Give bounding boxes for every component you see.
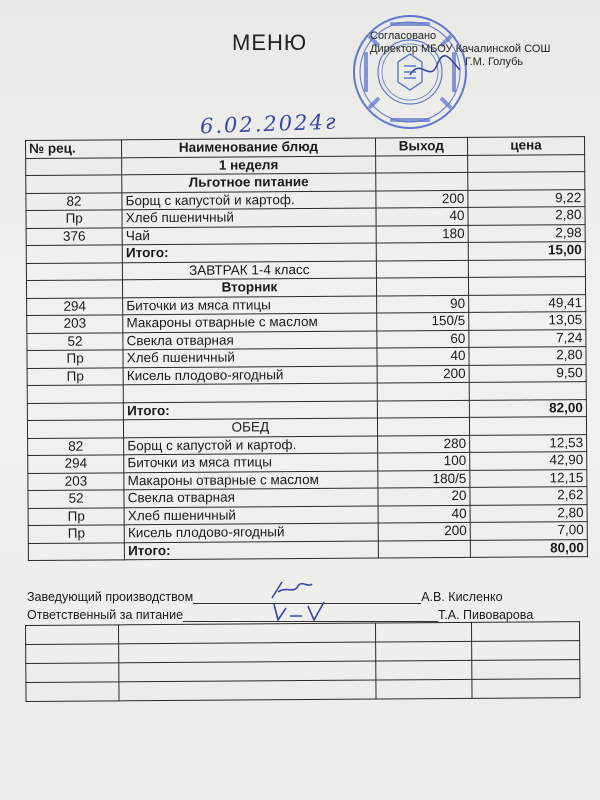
recipe-no-cell (27, 420, 123, 438)
price-cell (468, 277, 585, 295)
portion-cell: 200 (377, 365, 469, 383)
portion-cell (375, 172, 467, 190)
recipe-no-cell (27, 402, 123, 420)
dish-name-cell: Кисель плодово-ягодный (123, 366, 377, 385)
portion-cell (375, 155, 467, 173)
dish-name-cell (123, 383, 377, 402)
portion-cell: 180 (376, 225, 468, 243)
total-label-cell: Итого: (122, 243, 376, 262)
recipe-no-cell: 294 (27, 297, 123, 315)
price-cell (469, 382, 586, 400)
empty-grid-cell (118, 623, 375, 644)
recipe-no-cell (26, 175, 122, 193)
approval-director-name: Г.М. Голубь (465, 56, 524, 68)
director-signature (405, 55, 465, 85)
approval-label: Согласовано (370, 30, 437, 42)
recipe-no-cell: Пр (27, 367, 123, 385)
recipe-no-cell (26, 157, 122, 175)
dish-name-cell: Хлеб пшеничный (122, 208, 376, 227)
portion-cell: 180/5 (377, 470, 469, 488)
empty-grid-cell (471, 660, 580, 680)
total-price-cell: 82,00 (469, 399, 586, 417)
dish-name-cell: Борщ с капустой и картоф. (122, 191, 376, 210)
recipe-no-cell: 52 (28, 490, 124, 508)
empty-grid-cell (471, 622, 580, 642)
portion-cell (377, 417, 469, 435)
price-cell: 2,62 (470, 487, 587, 505)
col-header-portion: Выход (375, 137, 467, 155)
price-cell: 7,24 (469, 329, 586, 347)
portion-cell: 200 (378, 522, 470, 540)
section-heading-cell: Вторник (123, 278, 377, 297)
dish-name-cell: Кисель плодово-ягодный (124, 523, 378, 542)
price-cell: 7,00 (470, 522, 587, 540)
recipe-no-cell: 82 (28, 437, 124, 455)
empty-grid-cell (26, 682, 119, 702)
portion-cell: 200 (375, 190, 467, 208)
dish-name-cell: Макароны отварные с маслом (123, 313, 377, 332)
empty-grid-cell (119, 661, 376, 682)
page-title: МЕНЮ (232, 30, 308, 55)
portion-cell: 40 (377, 347, 469, 365)
responsible-name: Т.А. Пивоварова (438, 608, 534, 622)
recipe-no-cell (28, 542, 124, 560)
section-heading-cell: Льготное питание (122, 173, 376, 192)
col-header-dish-name: Наименование блюд (122, 138, 376, 157)
dish-name-cell: Биточки из мяса птицы (123, 296, 377, 315)
recipe-no-cell: 52 (27, 332, 123, 350)
empty-grid-cell (376, 660, 472, 680)
manager-label: Заведующий производством (27, 590, 194, 604)
empty-grid-cell (118, 642, 375, 663)
empty-grid-cell (375, 641, 471, 661)
recipe-no-cell: Пр (28, 507, 124, 525)
empty-grid-cell (26, 644, 119, 664)
manager-name: А.В. Кисленко (421, 590, 503, 604)
section-heading-cell: ОБЕД (124, 418, 378, 437)
recipe-no-cell: 376 (26, 227, 122, 245)
responsible-signature (268, 598, 328, 624)
recipe-no-cell: Пр (27, 350, 123, 368)
dish-name-cell: Свекла отварная (124, 488, 378, 507)
portion-cell: 280 (377, 435, 469, 453)
dish-name-cell: Свекла отварная (123, 331, 377, 350)
table-row (28, 539, 587, 560)
menu-table-body (26, 154, 588, 560)
col-header-price: цена (467, 137, 584, 155)
dish-name-cell: Хлеб пшеничный (124, 506, 378, 525)
empty-grid-cell (471, 679, 580, 699)
price-cell (468, 259, 585, 277)
price-cell: 2,80 (468, 207, 585, 225)
price-cell (469, 417, 586, 435)
recipe-no-cell (26, 262, 122, 280)
portion-cell (376, 242, 468, 260)
portion-cell (377, 400, 469, 418)
price-cell: 2,80 (469, 347, 586, 365)
footer-manager-row (27, 590, 503, 604)
recipe-no-cell (27, 385, 123, 403)
portion-cell: 40 (376, 207, 468, 225)
empty-grid-table (25, 621, 581, 702)
price-cell: 2,80 (470, 504, 587, 522)
empty-grid-cell (26, 663, 119, 683)
dish-name-cell: Чай (122, 226, 376, 245)
price-cell: 49,41 (469, 294, 586, 312)
recipe-no-cell: 294 (28, 455, 124, 473)
portion-cell (376, 260, 468, 278)
price-cell: 12,53 (470, 434, 587, 452)
dish-name-cell: Макароны отварные с маслом (124, 471, 378, 490)
price-cell: 9,50 (469, 364, 586, 382)
portion-cell: 100 (377, 452, 469, 470)
empty-grid-row (26, 679, 580, 702)
total-price-cell: 80,00 (470, 539, 587, 557)
empty-grid-cell (119, 680, 376, 701)
portion-cell (376, 277, 468, 295)
portion-cell: 20 (378, 487, 470, 505)
empty-grid-cell (375, 622, 471, 642)
price-cell: 42,90 (470, 452, 587, 470)
recipe-no-cell: Пр (28, 525, 124, 543)
price-cell (468, 172, 585, 190)
empty-grid-cell (376, 679, 472, 699)
section-heading-cell: ЗАВТРАК 1-4 класс (123, 261, 377, 280)
total-label-cell: Итого: (125, 541, 379, 560)
recipe-no-cell: 82 (26, 192, 122, 210)
portion-cell: 40 (378, 505, 470, 523)
recipe-no-cell: Пр (26, 210, 122, 228)
handwritten-date: 6.02.2024г (199, 109, 338, 139)
dish-name-cell: Биточки из мяса птицы (124, 453, 378, 472)
empty-grid-cell (26, 625, 119, 645)
dish-name-cell: Борщ с капустой и картоф. (124, 436, 378, 455)
approval-director: Директор МБОУ Качалинской СОШ (370, 43, 551, 55)
portion-cell (378, 540, 470, 558)
portion-cell: 60 (376, 330, 468, 348)
recipe-no-cell (26, 245, 122, 263)
section-heading-cell: 1 неделя (122, 156, 376, 175)
price-cell: 2,98 (468, 224, 585, 242)
price-cell (468, 154, 585, 172)
col-header-recipe-no: № рец. (26, 140, 122, 158)
empty-grid-body (26, 622, 581, 702)
price-cell: 13,05 (469, 312, 586, 330)
empty-grid-cell (471, 641, 580, 661)
menu-table (25, 136, 588, 561)
recipe-no-cell: 203 (28, 472, 124, 490)
total-price-cell: 15,00 (468, 242, 585, 260)
portion-cell: 90 (376, 295, 468, 313)
total-label-cell: Итого: (124, 401, 378, 420)
price-cell: 12,15 (470, 469, 587, 487)
price-cell: 9,22 (468, 189, 585, 207)
portion-cell: 150/5 (376, 312, 468, 330)
recipe-no-cell: 203 (27, 315, 123, 333)
recipe-no-cell (26, 280, 122, 298)
dish-name-cell: Хлеб пшеничный (123, 348, 377, 367)
responsible-label: Ответственный за питание (27, 608, 184, 622)
portion-cell (377, 382, 469, 400)
